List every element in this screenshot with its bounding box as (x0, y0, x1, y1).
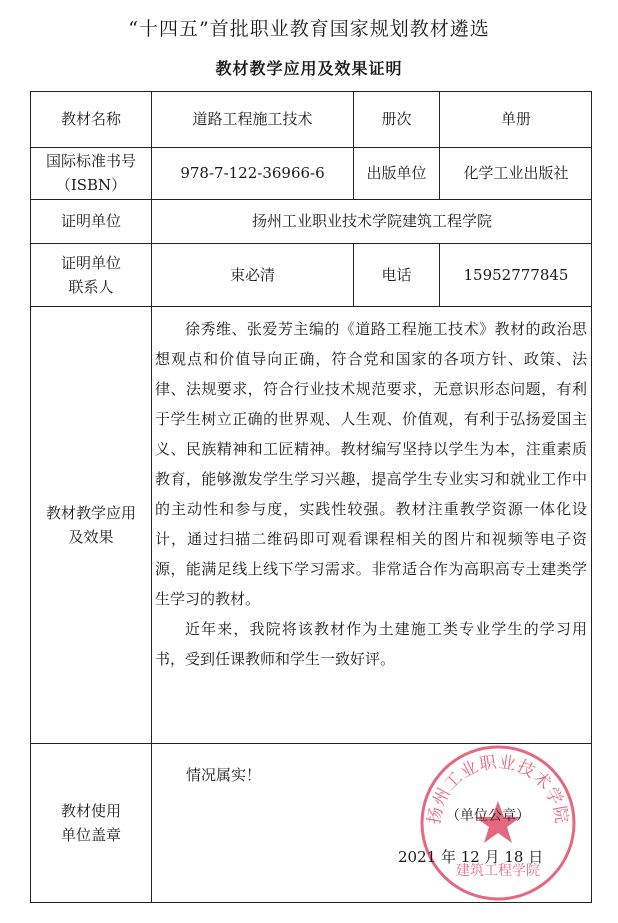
effect-body (155, 314, 587, 674)
label-text: 证明单位 (60, 253, 121, 272)
seal-inner-text: 建筑工程学院 (456, 863, 540, 879)
document-title: “十四五”首批职业教育国家规划教材遴选 (128, 18, 490, 40)
signature-date: 2021 年 12 月 18 日 (398, 848, 544, 866)
edition-value (440, 91, 592, 147)
effect-paragraph: 近年来，我院将该教材作为土建施工类专业学生的学习用书，受到任课教师和学生一致好评。 (155, 620, 587, 668)
contact-label (31, 243, 151, 306)
label-text: 国际标准书号 (45, 152, 136, 170)
certifier-value (152, 199, 592, 243)
label-text: （ISBN） (55, 176, 127, 194)
certifier-label (31, 199, 151, 243)
publisher-value (440, 147, 592, 199)
label-text: 证明单位 (60, 212, 121, 230)
contact-value (152, 243, 353, 306)
effect-paragraph: 徐秀维、张爱芳主编的《道路工程施工技术》教材的政治思想观点和价值导向正确，符合党和国家的各项方针、政策、法律、法规要求，符合行业技术规范要求，无意识形态问题，有利于学生树立正确的世界观、人生观、价值观，有利于弘扬爱国主义、民族精神和工匠精神。教材编写坚持以学生为本，注重素质教育，能够激发学生学习兴趣，提高学生专业实习和就业工作中的主动性和参与度，实践性较强。教材注重教学资源一体化设计，通过扫描二维码即可观看课程相关的图片和视频等电子资源，能满足线上线下学习需求。非常适合作为高职高专土建类学生学习的教材。 (155, 320, 587, 608)
edition-label (354, 91, 439, 147)
value-text: 单册 (500, 110, 531, 128)
label-text: 教材教学应用 (45, 503, 136, 522)
confirmation-text: 情况属实！ (186, 766, 262, 784)
value-text: 15952777845 (463, 265, 569, 284)
isbn-label (31, 147, 151, 199)
value-text: 978-7-122-36966-6 (180, 164, 325, 182)
label-text: 电话 (381, 265, 412, 284)
publisher-label (354, 147, 439, 199)
phone-label (354, 243, 439, 306)
phone-value (440, 243, 592, 306)
effect-label (31, 306, 151, 743)
value-text: 道路工程施工技术 (192, 110, 313, 128)
seal-outer-text: 扬州工业职业技术学院 (424, 752, 572, 826)
document-subtitle: 教材教学应用及效果证明 (215, 59, 403, 78)
value-text: 束必清 (229, 265, 275, 284)
label-text: 教材名称 (60, 110, 121, 128)
label-text: 及效果 (68, 527, 114, 546)
textbook-name-value (152, 91, 353, 147)
textbook-name-label (31, 91, 151, 147)
value-text: 扬州工业职业技术学院建筑工程学院 (251, 212, 492, 230)
value-text: 化学工业出版社 (463, 164, 569, 182)
label-text: 教材使用 (60, 802, 121, 820)
stamp-note: （单位公章） (446, 808, 530, 824)
label-text: 单位盖章 (60, 826, 121, 844)
label-text: 联系人 (68, 277, 114, 296)
label-text: 出版单位 (366, 164, 427, 182)
seal-label (31, 743, 151, 903)
label-text: 册次 (381, 110, 412, 128)
isbn-value (152, 147, 353, 199)
